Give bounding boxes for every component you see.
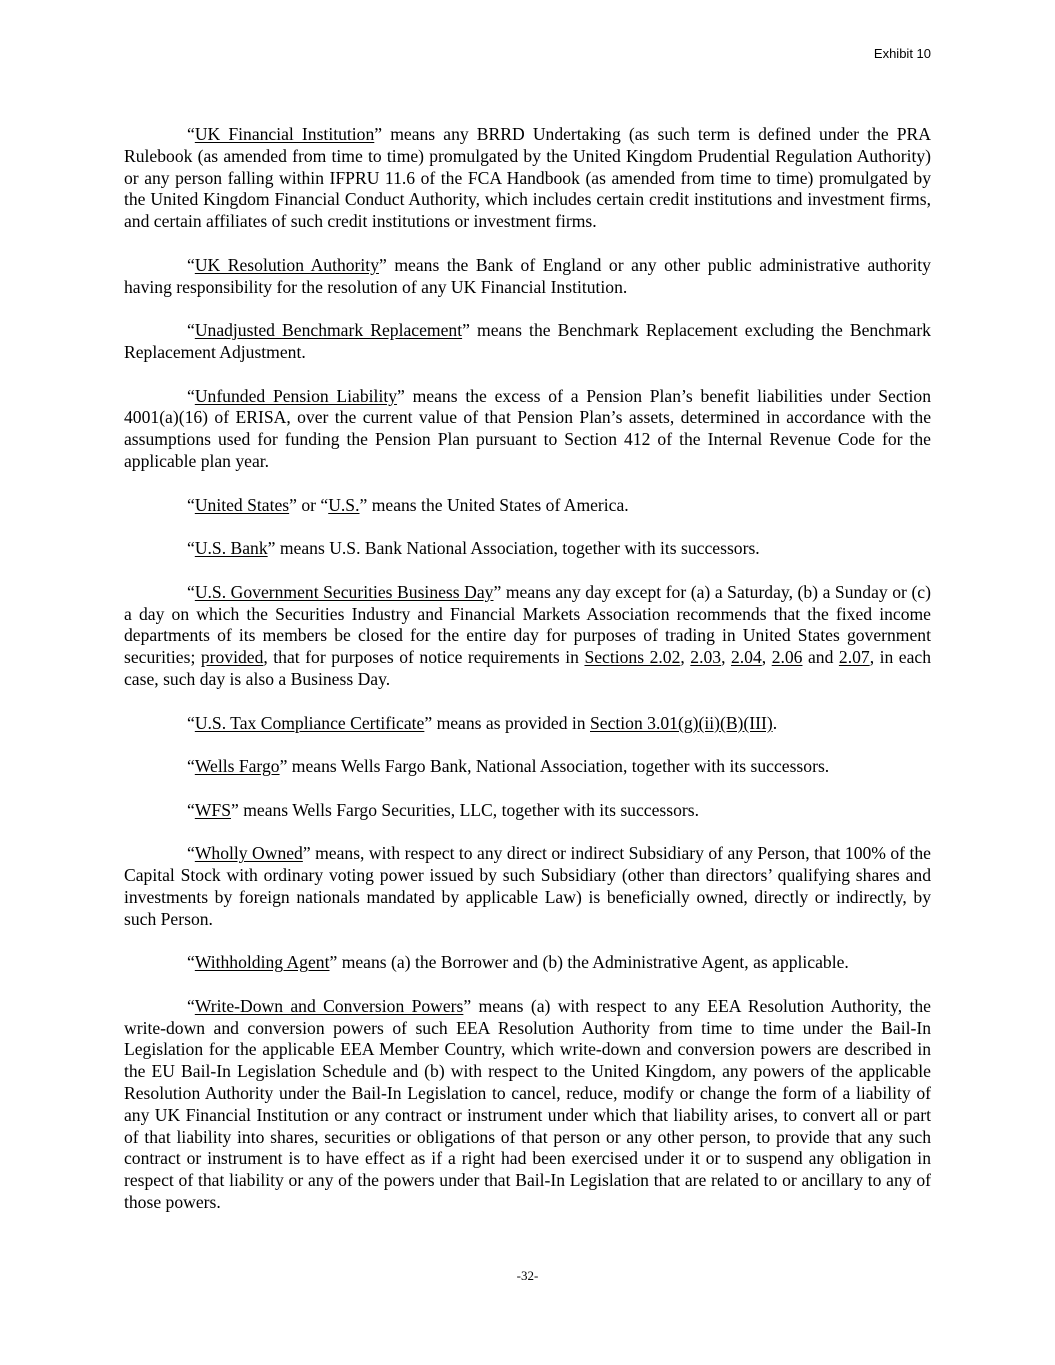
definition-paragraph — [124, 255, 931, 299]
definition-paragraph — [124, 320, 931, 364]
cross-reference: provided — [200, 647, 264, 668]
definition-text: ” means the United States of America. — [359, 494, 629, 515]
definition-text: ” means, with respect to any direct or indirect Subsidiary of any Person, that 100% of the Capital Stock with ordinary voting power issued by such Subsidiary (other than directors’ qualifying shares and investments by foreign nationals mandated by applicable Law) is beneficially owned, directly or indirectly, by such Person. — [124, 843, 931, 929]
defined-term: WFS — [194, 799, 231, 820]
definitions-body — [124, 124, 931, 1236]
definition-text: , — [680, 647, 691, 668]
defined-term: Withholding Agent — [194, 952, 330, 973]
definition-text: ” means the Benchmark Replacement excluding the Benchmark Replacement Adjustment. — [124, 320, 931, 362]
definition-paragraph — [124, 124, 931, 233]
definition-text: ” or “ — [289, 494, 329, 515]
definition-text: “ — [187, 494, 195, 515]
definition-text: ” means the Bank of England or any other public administrative authority having responsibility for the resolution of any UK Financial Institution. — [124, 254, 931, 297]
page-number: -32- — [516, 1268, 539, 1283]
definition-paragraph — [124, 800, 931, 822]
definition-text: “ — [187, 799, 195, 820]
definition-text: ” means as provided in — [424, 712, 590, 733]
definition-text: ” means Wells Fargo Securities, LLC, together with its successors. — [231, 799, 699, 820]
definition-paragraph — [124, 996, 931, 1214]
definition-text: . — [772, 712, 778, 733]
cross-reference: 2.06 — [771, 647, 803, 668]
definition-text: “ — [187, 995, 195, 1016]
definition-text: “ — [187, 320, 195, 341]
definition-text: and — [802, 647, 839, 668]
definition-text: “ — [187, 124, 195, 144]
defined-term: U.S. Tax Compliance Certificate — [194, 712, 425, 733]
definition-text: ” means any day except for (a) a Saturday, (b) a Sunday or (c) a day on which the Securities Industry and Financial Markets Association recommends that the fixed income departments of its members be closed for the entire day for purposes of trading in United States government securities; — [124, 581, 931, 668]
definition-paragraph — [124, 756, 931, 778]
definition-paragraph — [124, 713, 931, 735]
definition-text: ” means (a) the Borrower and (b) the Administrative Agent, as applicable. — [329, 952, 849, 973]
exhibit-label: Exhibit 10 — [873, 46, 931, 61]
definition-text: “ — [187, 581, 195, 602]
definition-text: ” means Wells Fargo Bank, National Association, together with its successors. — [279, 756, 830, 777]
defined-term: U.S. Bank — [194, 538, 268, 559]
definition-text: , in each case, such day is also a Business Day. — [124, 647, 932, 689]
definition-paragraph — [124, 495, 931, 517]
cross-reference: U.S. — [328, 494, 360, 515]
cross-reference: 2.04 — [730, 647, 762, 668]
defined-term: United States — [194, 494, 290, 515]
definition-text: “ — [187, 843, 195, 864]
cross-reference: Section 3.01(g)(ii)(B)(III) — [590, 712, 773, 733]
definition-text: ” means the excess of a Pension Plan’s benefit liabilities under Section 4001(a)(16) of ERISA, over the current value of that Pension Plan’s assets, determined in accordance with the assumptions used for funding the Pension Plan pursuant to Section 412 of the Internal Revenue Code for the applicable plan year. — [124, 385, 932, 471]
definition-paragraph — [124, 582, 931, 691]
definition-paragraph — [124, 843, 931, 930]
definition-text: “ — [187, 756, 195, 777]
cross-reference: Sections 2.02 — [584, 647, 681, 668]
cross-reference: 2.07 — [838, 647, 870, 668]
definition-text: , — [761, 647, 772, 668]
definition-text: ” means any BRRD Undertaking (as such term is defined under the PRA Rulebook (as amended from time to time) promulgated by the United Kingdom Prudential Regulation Authority) or any person falling within IFPRU 11.6 of the FCA Handbook (as amended from time to time) promulgated by the United Kingdom Financial Conduct Authority, which includes certain credit institutions and investment firms, and certain affiliates of such credit institutions or investment firms. — [124, 124, 931, 232]
definition-text: “ — [187, 952, 195, 973]
defined-term: Wells Fargo — [194, 756, 280, 777]
definition-text: , that for purposes of notice requirements in — [263, 647, 585, 668]
definition-text: “ — [187, 712, 195, 733]
cross-reference: 2.03 — [690, 647, 722, 668]
definition-text: “ — [187, 254, 195, 275]
defined-term: UK Resolution Authority — [194, 254, 379, 275]
definition-text: “ — [187, 538, 195, 559]
definition-paragraph — [124, 538, 931, 560]
definition-text: ” means U.S. Bank National Association, together with its successors. — [267, 538, 760, 559]
definition-text: , — [721, 647, 731, 668]
defined-term: Unadjusted Benchmark Replacement — [194, 320, 463, 341]
definition-text: “ — [187, 385, 195, 406]
definition-paragraph — [124, 386, 931, 473]
defined-term: Wholly Owned — [194, 843, 303, 864]
defined-term: Unfunded Pension Liability — [194, 385, 398, 406]
defined-term: U.S. Government Securities Business Day — [194, 581, 494, 602]
defined-term: Write-Down and Conversion Powers — [194, 995, 464, 1016]
definition-paragraph — [124, 952, 931, 974]
definition-text: ” means (a) with respect to any EEA Resolution Authority, the write-down and conversion powers of such EEA Resolution Authority from time to time under the Bail-In Legislation for the applicable EEA Member Country, which write-down and conversion powers are described in the EU Bail-In Legislation Schedule and (b) with respect to the United Kingdom, any powers of the applicable Resolution Authority under the Bail-In Legislation to cancel, reduce, modify or change the form of a liability of any UK Financial Institution or any contract or instrument under which that liability arises, to convert all or part of that liability into shares, securities or obligations of that person or any other person, to provide that any such contract or instrument is to have effect as if a right had been exercised under it or to suspend any obligation in respect of that liability or any of the powers under that Bail-In Legislation that are related to or ancillary to any of those powers. — [124, 995, 931, 1213]
defined-term: UK Financial Institution — [194, 124, 375, 144]
